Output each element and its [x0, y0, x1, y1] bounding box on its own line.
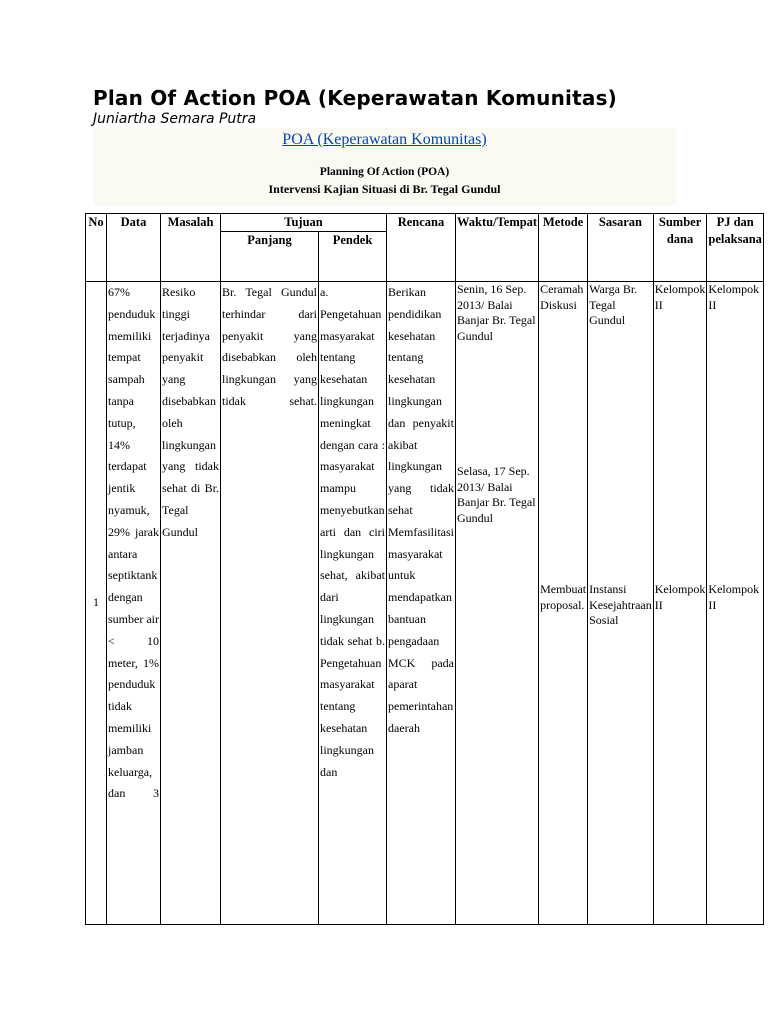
- spacer: [457, 344, 537, 464]
- table-header-row: [86, 214, 764, 232]
- sumber-item: Kelompok II: [654, 582, 706, 612]
- cell-data: 67% penduduk memiliki tempat sampah tanpa tutup, 14% terdapat jentik nyamuk, 29% jarak antara septiktank dengan sumber air < 10 meter, 1% penduduk tidak memiliki jamban keluarga, dan 3: [107, 282, 161, 925]
- cell-rencana: Berikan pendidikan kesehatan tentang kesehatan lingkungan dan penyakit akibat lingkungan yang tidak sehat Memfasilitasi masyarakat untuk mendapatkan bantuan pengadaan MCK pada aparat pemerintahan daerah: [387, 282, 456, 925]
- header-pj: PJ dan pelaksana: [707, 214, 763, 282]
- header-masalah: Masalah: [161, 214, 221, 282]
- cell-pendek: a. Pengetahuan masyarakat tentang kesehatan lingkungan meningkat dengan cara : masyarakat mampu menyebutkan arti dan ciri lingkungan sehat, akibat dari lingkungan tidak sehat b. Pengetahuan masyarakat tentang kesehatan lingkungan dan: [319, 282, 387, 925]
- sasaran-item: Warga Br. Tegal Gundul: [589, 282, 638, 327]
- header-waktu: Waktu/Tempat: [455, 214, 538, 282]
- header-pendek: Pendek: [319, 232, 387, 282]
- spacer: [540, 466, 586, 582]
- document-title: Plan Of Action POA (Keperawatan Komunitas): [93, 86, 618, 110]
- document-header-band: [93, 128, 676, 206]
- spacer: [708, 466, 761, 582]
- cell-no: 1: [86, 282, 107, 925]
- header-sasaran: Sasaran: [588, 214, 654, 282]
- cell-waktu: [455, 282, 538, 925]
- metode-item: Ceramah Diskusi: [540, 282, 584, 312]
- sasaran-item: Instansi Kesejahtraan Sosial: [589, 582, 652, 627]
- pj-item: Kelompok II: [708, 282, 760, 312]
- header-sumber: Sumber dana: [653, 214, 707, 282]
- spacer: [655, 466, 706, 582]
- table-row: [86, 282, 764, 925]
- header-data: Data: [107, 214, 161, 282]
- cell-sumber: [653, 282, 707, 925]
- waktu-item: Selasa, 17 Sep. 2013/ Balai Banjar Br. Tegal Gundul: [456, 464, 536, 525]
- cell-metode: [539, 282, 588, 925]
- spacer: [589, 466, 652, 582]
- poa-subheading: Planning Of Action (POA): [319, 166, 450, 178]
- header-rencana: Rencana: [387, 214, 456, 282]
- pj-item: Kelompok II: [708, 582, 760, 612]
- document-author[interactable]: Juniartha Semara Putra: [93, 111, 257, 127]
- poa-intervention-heading: Intervensi Kajian Situasi di Br. Tegal Gundul: [268, 182, 501, 196]
- cell-pj: [707, 282, 763, 925]
- poa-table: [85, 213, 764, 925]
- header-no: No: [86, 214, 107, 282]
- cell-masalah: Resiko tinggi terjadinya penyakit yang disebabkan oleh lingkungan yang tidak sehat di Br. Tegal Gundul: [161, 282, 221, 925]
- header-tujuan: Tujuan: [221, 214, 387, 232]
- header-metode: Metode: [539, 214, 588, 282]
- cell-sasaran: [588, 282, 654, 925]
- cell-panjang: Br. Tegal Gundul terhindar dari penyakit yang disebabkan oleh lingkungan yang tidak sehat.: [221, 282, 319, 925]
- metode-item: Membuat proposal.: [540, 582, 587, 612]
- header-panjang: Panjang: [221, 232, 319, 282]
- waktu-item: Senin, 16 Sep. 2013/ Balai Banjar Br. Tegal Gundul: [456, 282, 536, 343]
- sumber-item: Kelompok II: [654, 282, 706, 312]
- poa-heading-link[interactable]: POA (Keperawatan Komunitas): [282, 131, 487, 148]
